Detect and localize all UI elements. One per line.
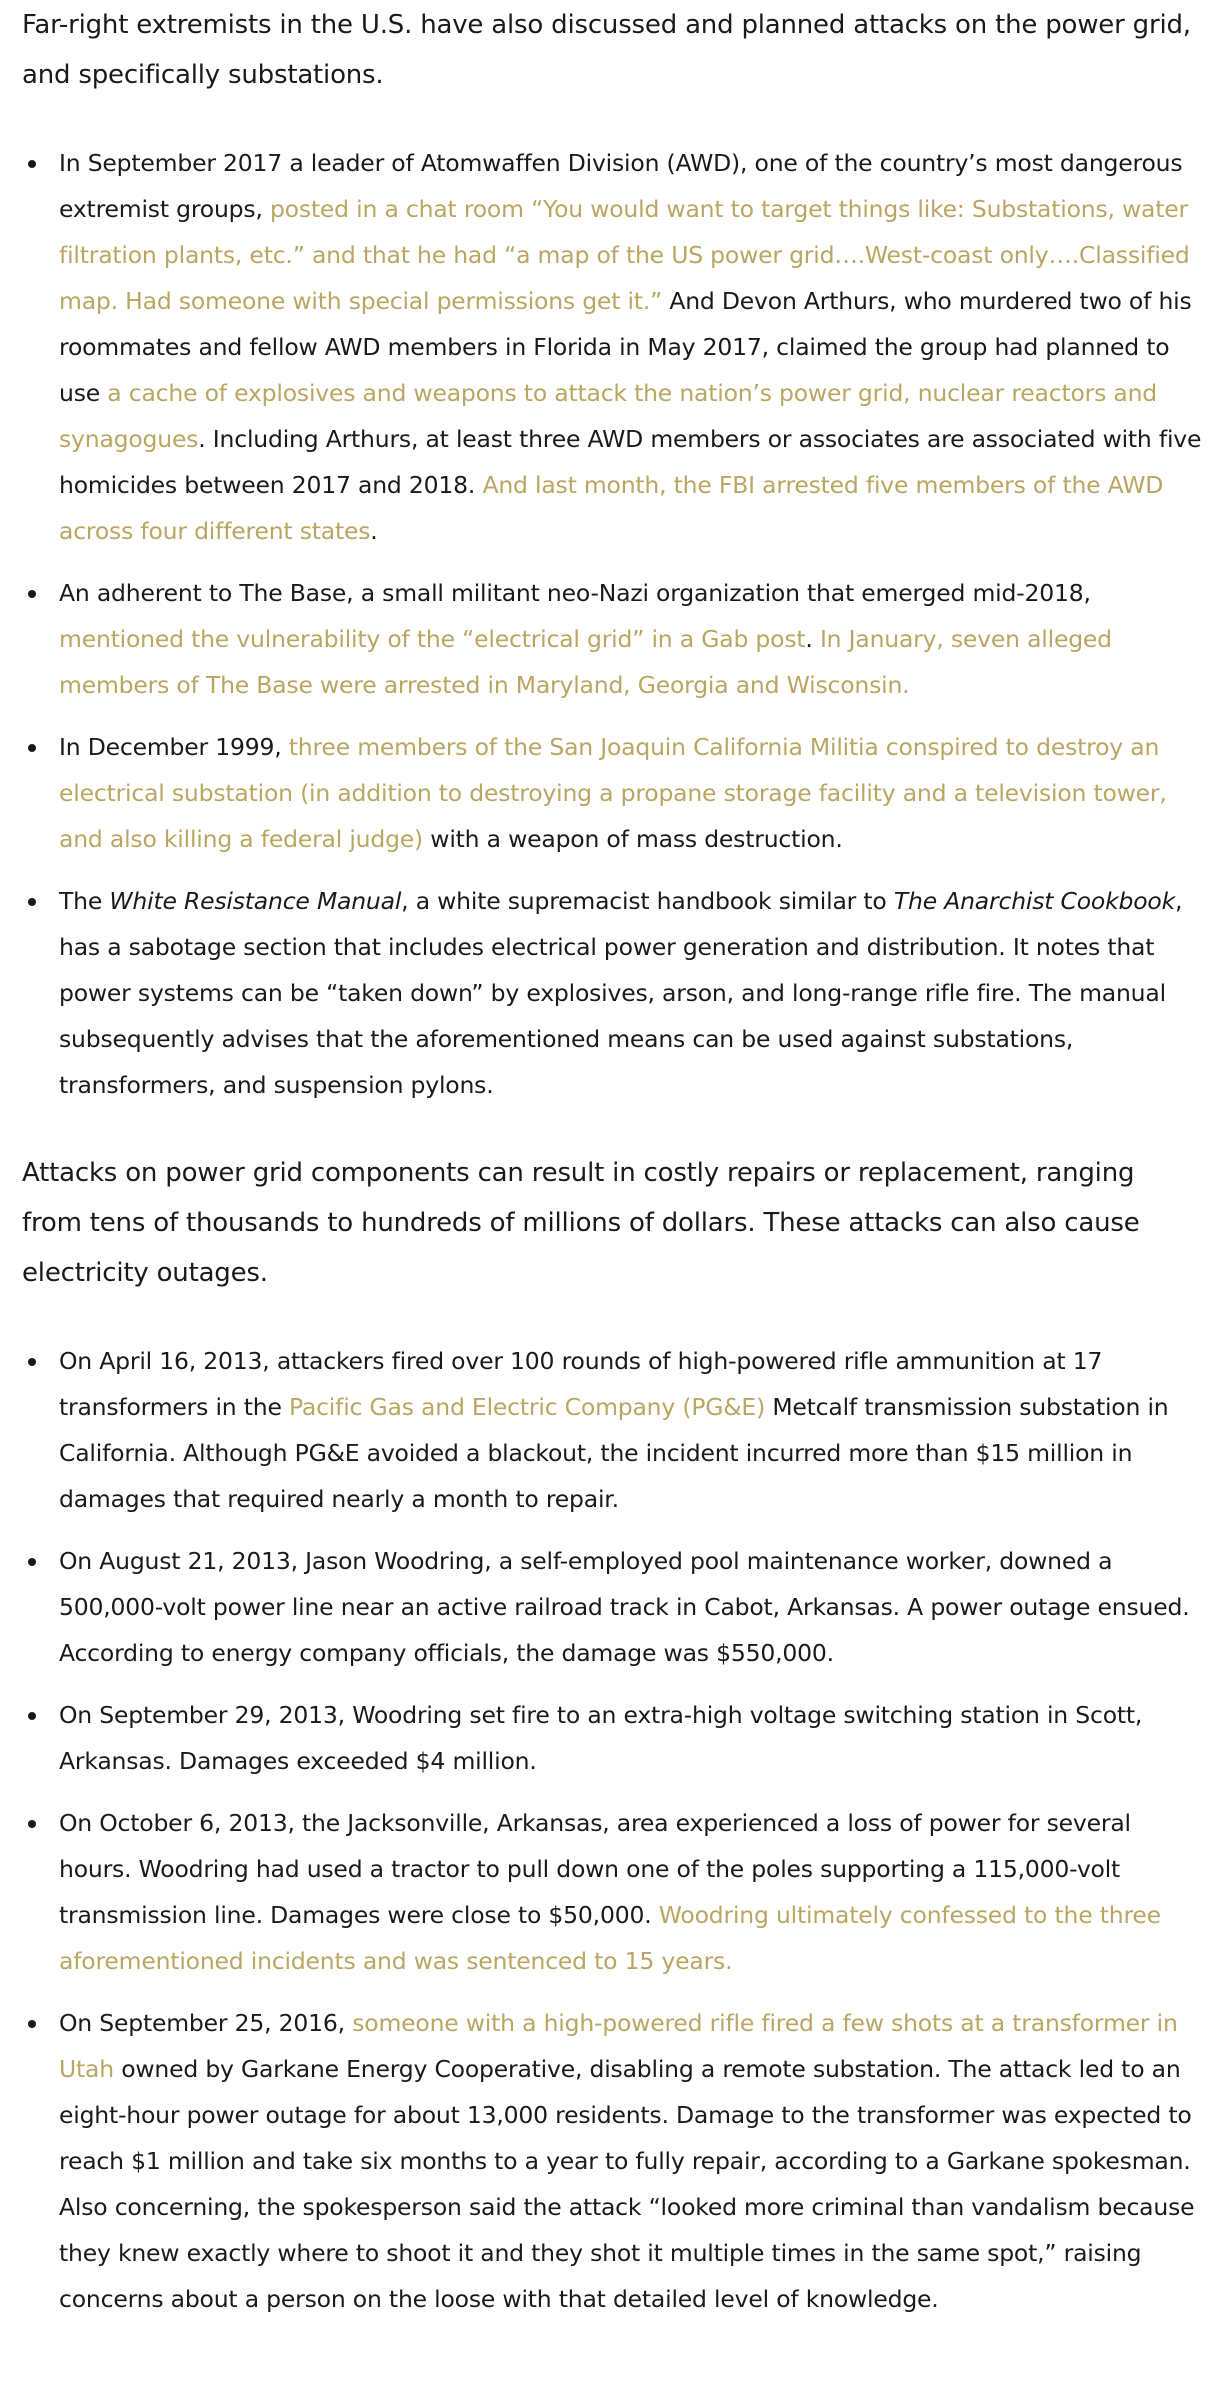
woodring-sentence-link[interactable]: Woodring ultimately confessed to the three aforementioned incidents and was sentenced to 15 years. bbox=[59, 1901, 1161, 1975]
item-text: On September 29, 2013, Woodring set fire to an extra-high voltage switching station in Scott, Arkansas. Damages exceeded $4 million. bbox=[59, 1701, 1143, 1775]
the-base-arrests-link[interactable]: In January, seven alleged members of The Base were arrested in Maryland, Georgia and Wisconsin. bbox=[59, 625, 1112, 699]
list-item bbox=[22, 1538, 1202, 1676]
item-text: On September 25, 2016, bbox=[59, 2009, 353, 2037]
list-item bbox=[22, 1800, 1202, 1984]
fbi-arrests-link[interactable]: And last month, the FBI arrested five members of the AWD across four different states bbox=[59, 471, 1164, 545]
list-item bbox=[22, 878, 1202, 1108]
item-text: , a white supremacist handbook similar to bbox=[401, 887, 894, 915]
item-text: . Including Arthurs, at least three AWD members or associates are associated with five homicides between 2017 and 2018. bbox=[59, 425, 1202, 499]
item-text: . bbox=[805, 625, 820, 653]
section2-list bbox=[22, 1338, 1202, 2322]
san-joaquin-militia-link[interactable]: three members of the San Joaquin California Militia conspired to destroy an electrical substation (in addition to destroying a propane storage facility and a television tower, and also killing a federal judge) bbox=[59, 733, 1167, 853]
section1-list bbox=[22, 140, 1202, 1108]
list-item bbox=[22, 140, 1202, 554]
list-item bbox=[22, 2000, 1202, 2322]
book-title: The Anarchist Cookbook bbox=[893, 887, 1175, 915]
item-text: In December 1999, bbox=[59, 733, 289, 761]
section1-intro: Far-right extremists in the U.S. have also discussed and planned attacks on the power grid, and specifically substations. bbox=[22, 10, 1191, 90]
item-text: owned by Garkane Energy Cooperative, disabling a remote substation. The attack led to an eight-hour power outage for about 13,000 residents. Damage to the transformer was expected to reach $1 million and take six months to a year to fully repair, according to a Garkane spokesman. Also concerning, the spokesperson said the attack “looked more criminal than vandalism because they knew exactly where to shoot it and they shot it multiple times in the same spot,” raising concerns about a person on the loose with that detailed level of knowledge. bbox=[59, 2055, 1195, 2313]
item-text: with a weapon of mass destruction. bbox=[423, 825, 843, 853]
list-item bbox=[22, 570, 1202, 708]
item-text: And Devon Arthurs, who murdered two of his roommates and fellow AWD members in Florida in May 2017, claimed the group had planned to use bbox=[59, 287, 1192, 407]
book-title: White Resistance Manual bbox=[109, 887, 402, 915]
item-text: The bbox=[59, 887, 110, 915]
item-text: On August 21, 2013, Jason Woodring, a self-employed pool maintenance worker, downed a 500,000-volt power line near an active railroad track in Cabot, Arkansas. A power outage ensued. According to energy company officials, the damage was $550,000. bbox=[59, 1547, 1190, 1667]
utah-transformer-link[interactable]: someone with a high-powered rifle fired a few shots at a transformer in Utah bbox=[59, 2009, 1178, 2083]
item-text: . bbox=[370, 517, 378, 545]
section2-intro: Attacks on power grid components can result in costly repairs or replacement, ranging from tens of thousands to hundreds of millions of dollars. These attacks can also cause electricity outages. bbox=[22, 1158, 1140, 1288]
gab-post-link[interactable]: mentioned the vulnerability of the “electrical grid” in a Gab post bbox=[59, 625, 806, 653]
item-text: On April 16, 2013, attackers fired over 100 rounds of high-powered rifle ammunition at 17 transformers in the bbox=[59, 1347, 1103, 1421]
item-text: , has a sabotage section that includes electrical power generation and distribution. It notes that power systems can be “taken down” by explosives, arson, and long-range rifle fire. The manual subsequently advises that the aforementioned means can be used against substations, transformers, and suspension pylons. bbox=[59, 887, 1183, 1099]
item-text: In September 2017 a leader of Atomwaffen Division (AWD), one of the country’s most dangerous extremist groups, bbox=[59, 149, 1183, 223]
item-text: On October 6, 2013, the Jacksonville, Arkansas, area experienced a loss of power for several hours. Woodring had used a tractor to pull down one of the poles supporting a 115,000-volt transmission line. Damages were close to $50,000. bbox=[59, 1809, 1131, 1929]
pge-link[interactable]: Pacific Gas and Electric Company (PG&E) bbox=[288, 1393, 766, 1421]
list-item bbox=[22, 724, 1202, 862]
atomwaffen-chat-room-link[interactable]: posted in a chat room “You would want to target things like: Substations, water filtration plants, etc.” and that he had “a map of the US power grid….West-coast only….Classified map. Had someone with special permissions get it.” bbox=[59, 195, 1190, 315]
item-text: An adherent to The Base, a small militant neo-Nazi organization that emerged mid-2018, bbox=[59, 579, 1091, 607]
list-item bbox=[22, 1692, 1202, 1784]
list-item bbox=[22, 1338, 1202, 1522]
item-text: Metcalf transmission substation in California. Although PG&E avoided a blackout, the incident incurred more than $15 million in damages that required nearly a month to repair. bbox=[59, 1393, 1169, 1513]
explosives-cache-link[interactable]: a cache of explosives and weapons to attack the nation’s power grid, nuclear reactors and synagogues bbox=[59, 379, 1158, 453]
